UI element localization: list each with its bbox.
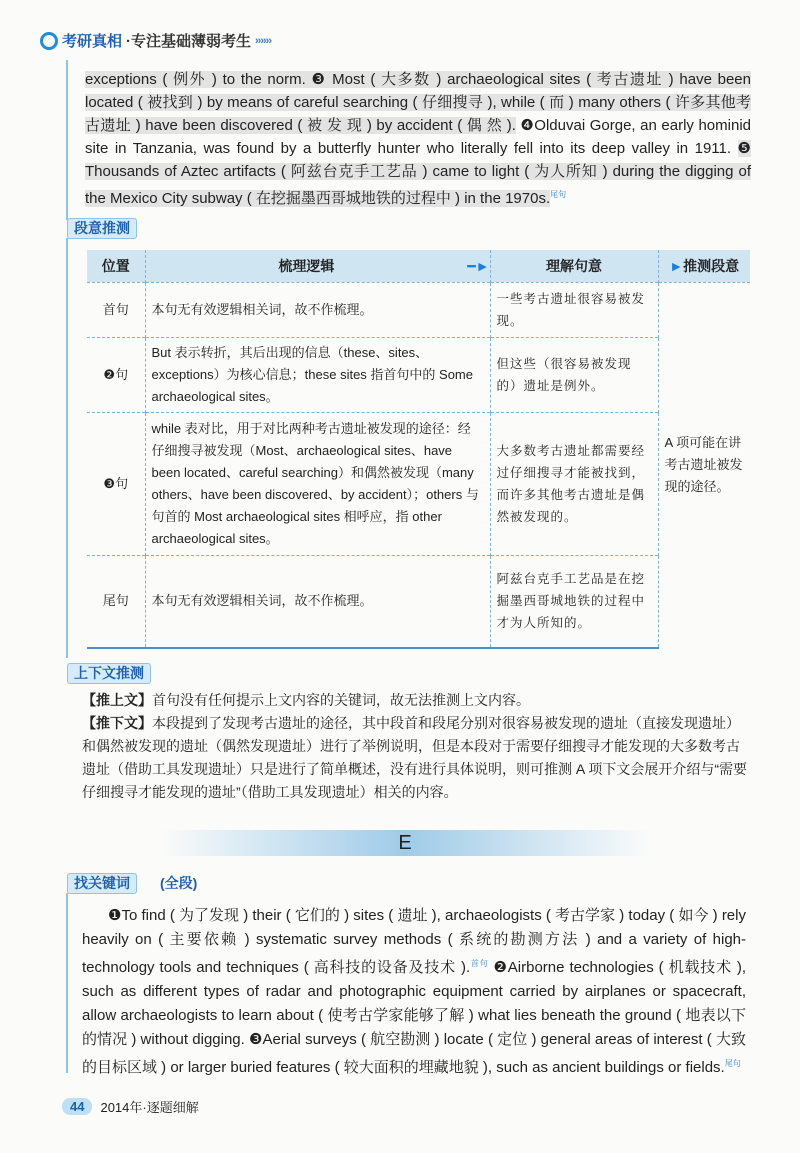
col-position: 位置 bbox=[87, 250, 145, 282]
sentence-4: ❹Olduvai Gorge, an early hominid site in Tanzania, was found by a butterfly hunter who literally fell into its deep valley in 1911. bbox=[85, 117, 751, 157]
arrow-right-icon: ━► bbox=[467, 257, 490, 274]
row-position: 尾句 bbox=[87, 555, 145, 648]
arrow-right-icon: ► bbox=[669, 257, 684, 274]
col-logic bbox=[145, 250, 490, 282]
row-position: 首句 bbox=[87, 282, 145, 337]
keywords-scope: (全段) bbox=[160, 875, 198, 891]
context-inference bbox=[82, 689, 750, 804]
chevrons-icon: ›››››› bbox=[255, 34, 271, 47]
table-row bbox=[87, 412, 750, 555]
next-text: 本段提到了发现考古遗址的途径，其中段首和段尾分别对很容易被发现的遗址（直接发现遗址）和偶然被发现的遗址（偶然发现遗址）进行了举例说明，但是本段对于需要仔细搜寻才能发现的大多数考古遗址（借助工具发现遗址）只是进行了简单概述，没有进行具体说明，则可推测 A 项下文会展开介绍与“需要仔细搜寻才能发现的遗址”（借助工具发现遗址）相关的内容。 bbox=[82, 715, 748, 800]
row-meaning: 一些考古遗址很容易被发现。 bbox=[490, 282, 658, 337]
passage-d-excerpt bbox=[85, 68, 751, 210]
margin-rule bbox=[66, 238, 68, 658]
highlighted-sentences: exceptions ( 例外 ) to the norm. ❸ Most ( 大多数 ) archaeological sites ( 考古遗址 ) have been located ( 被找到 ) by means of careful searching ( 仔细搜寻 ), while ( 而 ) many others ( 许多其他考古遗址 ) have been discovered ( 被 发 现 ) by accident ( 偶 然 ). bbox=[85, 71, 751, 134]
margin-rule bbox=[66, 893, 68, 1073]
col-inference bbox=[658, 250, 750, 282]
prev-context bbox=[82, 689, 750, 712]
footer-title: 2014年·逐题细解 bbox=[100, 1100, 199, 1115]
prev-label: 【推上文】 bbox=[82, 692, 152, 708]
last-sentence-note: 尾句 bbox=[550, 190, 567, 199]
margin-rule bbox=[66, 60, 68, 220]
table-row bbox=[87, 337, 750, 412]
last-sentence-note: 尾句 bbox=[724, 1059, 741, 1068]
sentence-5: ❺ Thousands of Aztec artifacts ( 阿兹台克手工艺品 ) came to light ( 为人所知 ) during the digging of the Mexico City subway ( 在挖掘墨西哥城地铁的过程中 ) in the 1970s. bbox=[85, 140, 751, 207]
section-tag-paragraph: 段意推测 bbox=[67, 218, 137, 239]
page-number: 44 bbox=[62, 1098, 92, 1115]
running-header bbox=[40, 30, 271, 51]
next-label: 【推下文】 bbox=[82, 715, 152, 731]
search-logo-icon bbox=[40, 32, 58, 50]
prev-text: 首句没有任何提示上文内容的关键词，故无法推测上文内容。 bbox=[152, 692, 530, 708]
col-meaning bbox=[490, 250, 658, 282]
brand-subtitle: ·专注基础薄弱考生 bbox=[126, 33, 252, 50]
table-row bbox=[87, 282, 750, 337]
row-position: ❸句 bbox=[87, 412, 145, 555]
row-logic: But 表示转折，其后出现的信息（these、sites、exceptions）为核心信息；these sites 指首句中的 Some archaeological sites。 bbox=[145, 337, 490, 412]
row-logic: 本句无有效逻辑相关词，故不作梳理。 bbox=[145, 282, 490, 337]
col-inference-label: 推测段意 bbox=[683, 257, 740, 274]
col-meaning-label: 理解句意 bbox=[546, 257, 602, 274]
row-meaning: 但这些（很容易被发现的）遗址是例外。 bbox=[490, 337, 658, 412]
sentence-1: ❶To find ( 为了发现 ) their ( 它们的 ) sites ( 遗址 ), archaeologists ( 考古学家 ) today ( 如今 ) rely heavily on ( 主要依赖 ) systematic survey methods ( 系统的勘测方法 ) and a variety of high-technology tools and techniques ( 高科技的设备及技术 ). bbox=[82, 907, 746, 976]
brand-name: 考研真相 bbox=[62, 33, 123, 50]
row-meaning: 阿兹台克手工艺品是在挖掘墨西哥城地铁的过程中才为人所知的。 bbox=[490, 555, 658, 648]
paragraph-inference: A 项可能在讲考古遗址被发现的途径。 bbox=[658, 282, 750, 648]
col-logic-label: 梳理逻辑 bbox=[278, 257, 335, 274]
analysis-table bbox=[87, 250, 750, 649]
passage-e bbox=[82, 904, 746, 1080]
page-footer bbox=[62, 1097, 199, 1116]
row-logic: 本句无有效逻辑相关词，故不作梳理。 bbox=[145, 555, 490, 648]
row-logic: while 表对比，用于对比两种考古遗址被发现的途径：经仔细搜寻被发现（Most、archaeological sites、have been located、careful searching）和偶然被发现（many others、have been discovered、by accident）；others 与句首的 Most archaeological sites 相呼应，指 other archaeological sites。 bbox=[145, 412, 490, 555]
table-row bbox=[87, 555, 750, 648]
passage-letter-band: E bbox=[160, 830, 650, 856]
first-sentence-note: 首句 bbox=[470, 959, 489, 968]
sentences-2-3: ❷Airborne technologies ( 机载技术 ), such as different types of radar and photographic equipment carried by airplanes or spacecraft, allow archaeologists to learn about ( 使考古学家能够了解 ) what lies beneath the ground ( 地表以下的情况 ) without digging. ❸Aerial surveys ( 航空勘测 ) locate ( 定位 ) general areas of interest ( 大致的目标区域 ) or larger buried features ( 较大面积的埋藏地貌 ), such as ancient buildings or fields. bbox=[82, 959, 747, 1076]
next-context bbox=[82, 712, 750, 804]
row-meaning: 大多数考古遗址都需要经过仔细搜寻才能被找到，而许多其他考古遗址是偶然被发现的。 bbox=[490, 412, 658, 555]
section-tag-context: 上下文推测 bbox=[67, 663, 151, 684]
section-tag-keywords: 找关键词 bbox=[67, 873, 137, 894]
row-position: ❷句 bbox=[87, 337, 145, 412]
